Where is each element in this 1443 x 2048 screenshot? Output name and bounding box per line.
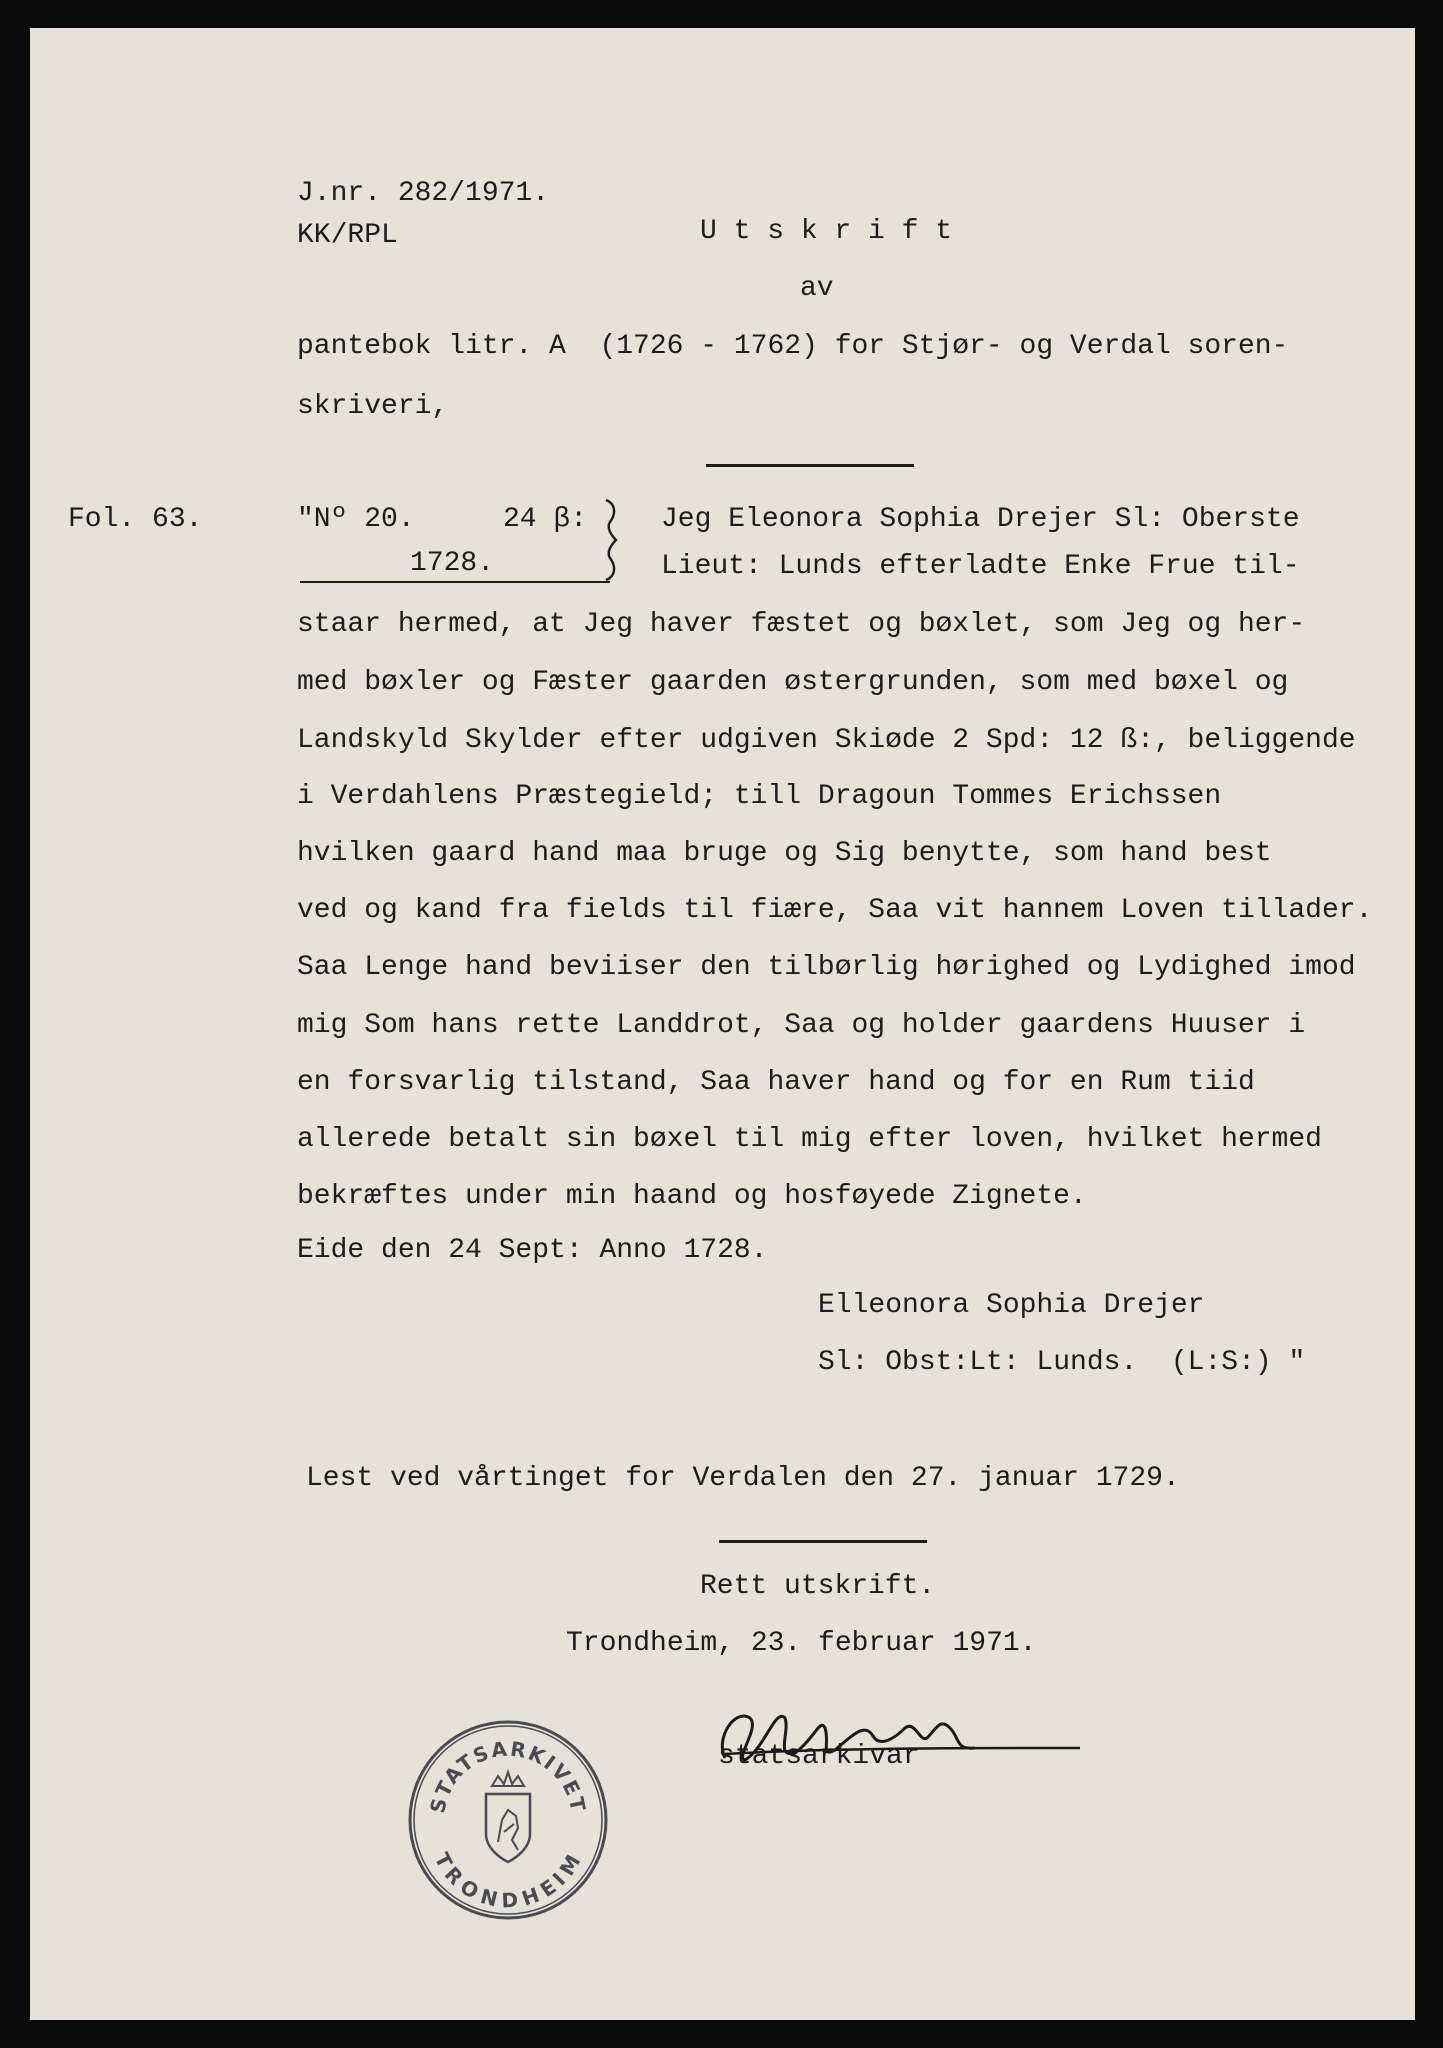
handwritten-signature <box>705 1688 1085 1788</box>
entry-box-rule <box>300 581 610 583</box>
source-line-2: skriveri, <box>297 391 449 422</box>
entry-line: Saa Lenge hand beviiser den tilbørlig hørighed og Lydighed imod <box>297 952 1356 983</box>
entry-brace <box>598 496 626 584</box>
entry-line: staar hermed, at Jeg haver fæstet og bøxlet, som Jeg og her- <box>297 609 1306 640</box>
entry-line: hvilken gaard hand maa bruge og Sig benytte, som hand best <box>297 838 1272 869</box>
clerk-initials: KK/RPL <box>297 220 398 251</box>
entry-line: en forsvarlig tilstand, Saa haver hand og for en Rum tiid <box>297 1067 1255 1098</box>
certification-label: Rett utskrift. <box>700 1571 936 1602</box>
seal-bottom-text: TRONDHEIM <box>429 1848 587 1913</box>
document-title: U t s k r i f t <box>700 216 953 247</box>
certification-place-date: Trondheim, 23. februar 1971. <box>566 1628 1037 1659</box>
entry-number: "Nº 20. <box>297 504 415 535</box>
entry-year: 1728. <box>410 548 495 579</box>
entry-line: allerede betalt sin bøxel til mig efter loven, hvilket hermed <box>297 1124 1322 1155</box>
footer-divider <box>719 1540 927 1543</box>
journal-number: J.nr. 282/1971. <box>297 178 550 209</box>
title-of: av <box>800 273 834 304</box>
source-line-1: pantebok litr. A (1726 - 1762) for Stjør- og Verdal soren- <box>297 331 1289 362</box>
signer-name: Elleonora Sophia Drejer <box>818 1290 1205 1321</box>
entry-line: Landskyld Skylder efter udgiven Skiøde 2 Spd: 12 ß:, beliggende <box>297 725 1356 756</box>
svg-text:STATSARKIVET <box>425 1737 591 1816</box>
entry-line: Jeg Eleonora Sophia Drejer Sl: Oberste <box>661 504 1300 535</box>
entry-fee: 24 β: <box>503 504 588 535</box>
signer-title: Sl: Obst:Lt: Lunds. (L:S:) " <box>818 1347 1306 1378</box>
read-note: Lest ved vårtinget for Verdalen den 27. januar 1729. <box>306 1463 1180 1494</box>
entry-line: bekræftes under min haand og hosføyede Zignete. <box>297 1181 1087 1212</box>
seal-top-text: STATSARKIVET <box>425 1736 591 1816</box>
official-seal-stamp <box>404 1716 612 1924</box>
entry-line: mig Som hans rette Landdrot, Saa og holder gaardens Huuser i <box>297 1010 1306 1041</box>
entry-line: med bøxler og Fæster gaarden østergrunden, som med bøxel og <box>297 667 1289 698</box>
signer-role: statsarkivar <box>718 1741 920 1772</box>
entry-line: ved og kand fra fields til fiære, Saa vit hannem Loven tillader. <box>297 895 1373 926</box>
entry-line: i Verdahlens Præstegield; till Dragoun Tommes Erichssen <box>297 781 1222 812</box>
entry-line: Eide den 24 Sept: Anno 1728. <box>297 1235 768 1266</box>
entry-line: Lieut: Lunds efterladte Enke Frue til- <box>661 551 1300 582</box>
header-divider <box>706 464 914 467</box>
folio-number: Fol. 63. <box>68 504 203 535</box>
